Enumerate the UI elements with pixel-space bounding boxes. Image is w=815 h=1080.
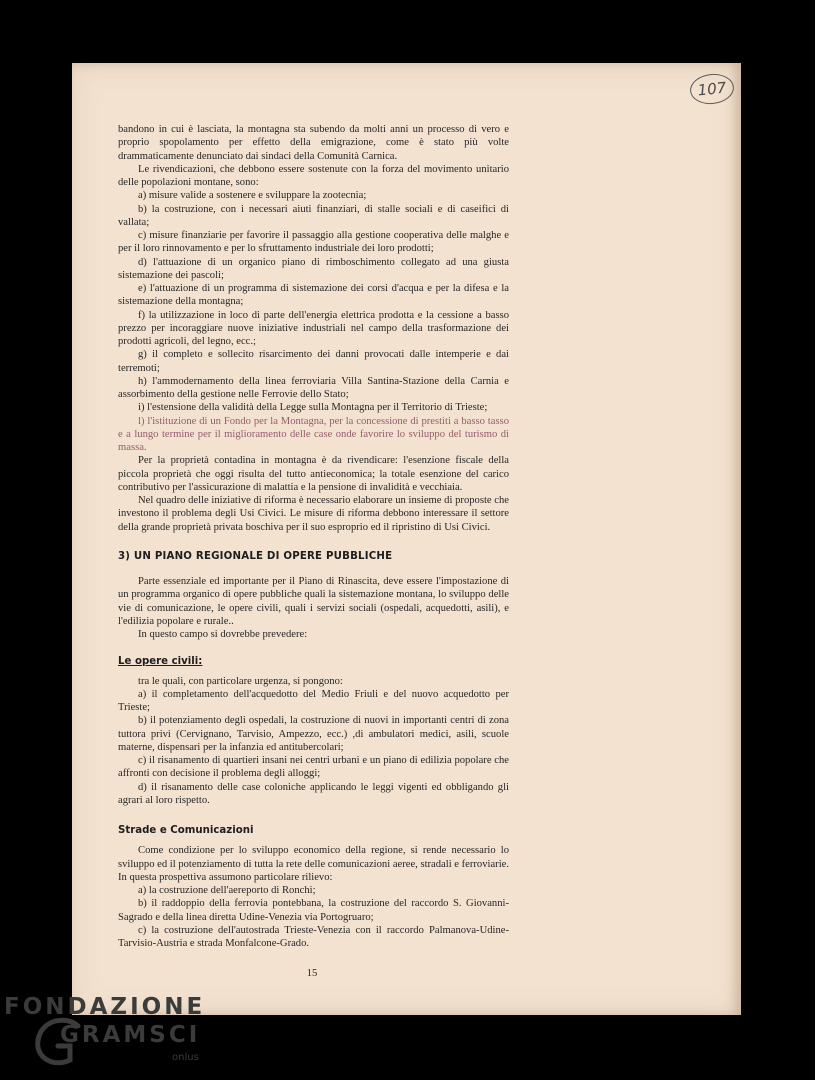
watermark-line-3: onlus: [172, 1052, 199, 1063]
list-item-e: e) l'attuazione di un programma di sistemazione dei corsi d'acqua e per la difesa e la sistemazione della montagna;: [118, 283, 509, 308]
list-item-h: h) l'ammodernamento della linea ferroviaria Villa Santina-Stazione della Carnia e assorbimento della gestione nelle Ferrovie dello Stato;: [118, 375, 509, 400]
section-3-title: 3) UN PIANO REGIONALE DI OPERE PUBBLICHE: [118, 550, 393, 562]
section-3-paragraph-1: Parte essenziale ed importante per il Piano di Rinascita, deve essere l'impostazione di un programma organico di opere pubbliche quali la sistemazione montana, lo sviluppo delle vie di comunicazione, le opere civili, quali i servizi sociali (ospedali, acquedotti, asili), e l'edilizia popolare e rurale..: [118, 576, 509, 627]
handwritten-page-annotation: 107: [689, 72, 736, 106]
paragraph-proprieta-contadina: Per la proprietà contadina in montagna è da rivendicare: l'esenzione fiscale della piccola proprietà che oggi risulta del tutto antieconomica; la totale esenzione del carico contributivo per l'assicurazione di malattia e la pensione di invalidità e vecchiaia.: [118, 455, 509, 493]
opere-civili-title: Le opere civili:: [118, 656, 203, 668]
list-item-i: i) l'estensione della validità della Legge sulla Montagna per il Territorio di Trieste;: [138, 402, 488, 414]
list-item-a: a) misure valide a sostenere e sviluppare la zootecnia;: [138, 190, 367, 202]
intro-paragraph-1: bandono in cui è lasciata, la montagna sta subendo da molti anni un processo di vero e proprio spopolamento per effetto della emigrazione, come è stato più volte drammaticamente denunciato dai sindaci della Comunità Carnica.: [118, 124, 509, 162]
document-page: [72, 63, 741, 1015]
strade-item-c: c) la costruzione dell'autostrada Trieste-Venezia con il raccordo Palmanova-Udine-Tarvisio-Austria e strada Monfalcone-Grado.: [118, 924, 509, 949]
strade-title: Strade e Comunicazioni: [118, 825, 254, 836]
strade-item-a: a) la costruzione dell'aereporto di Ronchi;: [138, 885, 316, 896]
intro-paragraph-2: Le rivendicazioni, che debbono essere sostenute con la forza del movimento unitario delle popolazioni montane, sono:: [118, 163, 509, 188]
fondazione-gramsci-watermark: [0, 988, 220, 1080]
opere-civili-item-a: a) il completamento dell'acquedotto del Medio Friuli e del nuovo acquedotto per Trieste;: [118, 688, 509, 713]
list-item-g: g) il completo e sollecito risarcimento dei danni provocati dalle intemperie e dai terremoti;: [118, 349, 509, 374]
page-number: 15: [306, 968, 318, 979]
list-item-c: c) misure finanziarie per favorire il passaggio alla gestione cooperativa delle malghe e per il loro rinnovamento e per lo sfruttamento industriale dei loro prodotti;: [118, 230, 509, 255]
document-body: [118, 123, 509, 950]
opere-civili-item-d: d) il risanamento delle case coloniche applicando le leggi vigenti ed obbligando gli agrari al loro rispetto.: [118, 781, 509, 806]
watermark-line-2: GRAMSCI: [60, 1022, 201, 1048]
opere-civili-item-c: c) il risanamento di quartieri insani nei centri urbani e un piano di edilizia popolare che affronti con decisione il problema degli alloggi;: [118, 755, 509, 780]
list-item-l: l) l'istituzione di un Fondo per la Montagna, per la concessione di prestiti a basso tasso e a lungo termine per il miglioramento delle case onde favorire lo sviluppo del turismo di massa.: [118, 415, 509, 453]
paragraph-usi-civici: Nel quadro delle iniziative di riforma è necessario elaborare un insieme di proposte che investono il problema degli Usi Civici. Le misure di riforma debbono interessare il settore della grande proprietà privata boschiva per il suo esproprio ed il ripristino di Usi Civici.: [118, 495, 509, 533]
strade-item-b: b) il raddoppio della ferrovia pontebbana, la costruzione del raccordo S. Giovanni-Sagrado e della linea diretta Udine-Venezia via Portogruaro;: [118, 898, 509, 923]
opere-civili-item-b: b) il potenziamento degli ospedali, la costruzione di nuovi in importanti centri di zona tuttora privi (Cervignano, Tarvisio, Ampezzo, ecc.) ,di ambulatori medici, asili, scuole materne, dispensari per la infanzia ed antitubercolari;: [118, 715, 509, 753]
strade-intro: Come condizione per lo sviluppo economico della regione, si rende necessario lo sviluppo ed il potenziamento di tutta la rete delle comunicazioni aeree, stradali e ferroviarie. In questa prospettiva assumono particolare rilievo:: [118, 845, 509, 883]
list-item-f: f) la utilizzazione in loco di parte dell'energia elettrica prodotta e la cessione a basso prezzo per incoraggiare nuove iniziative industriali nel campo della trasformazione dei prodotti agricoli, del legno, ecc.;: [118, 309, 509, 347]
section-3-paragraph-2: In questo campo si dovrebbe prevedere:: [138, 629, 308, 640]
opere-civili-intro: tra le quali, con particolare urgenza, si pongono:: [138, 675, 343, 687]
list-item-b: b) la costruzione, con i necessari aiuti finanziari, di stalle sociali e di caseifici di vallata;: [118, 203, 509, 228]
list-item-d: d) l'attuazione di un organico piano di rimboschimento collegato ad una giusta sistemazione dei pascoli;: [118, 256, 509, 281]
watermark-line-1: FONDAZIONE: [4, 994, 206, 1020]
